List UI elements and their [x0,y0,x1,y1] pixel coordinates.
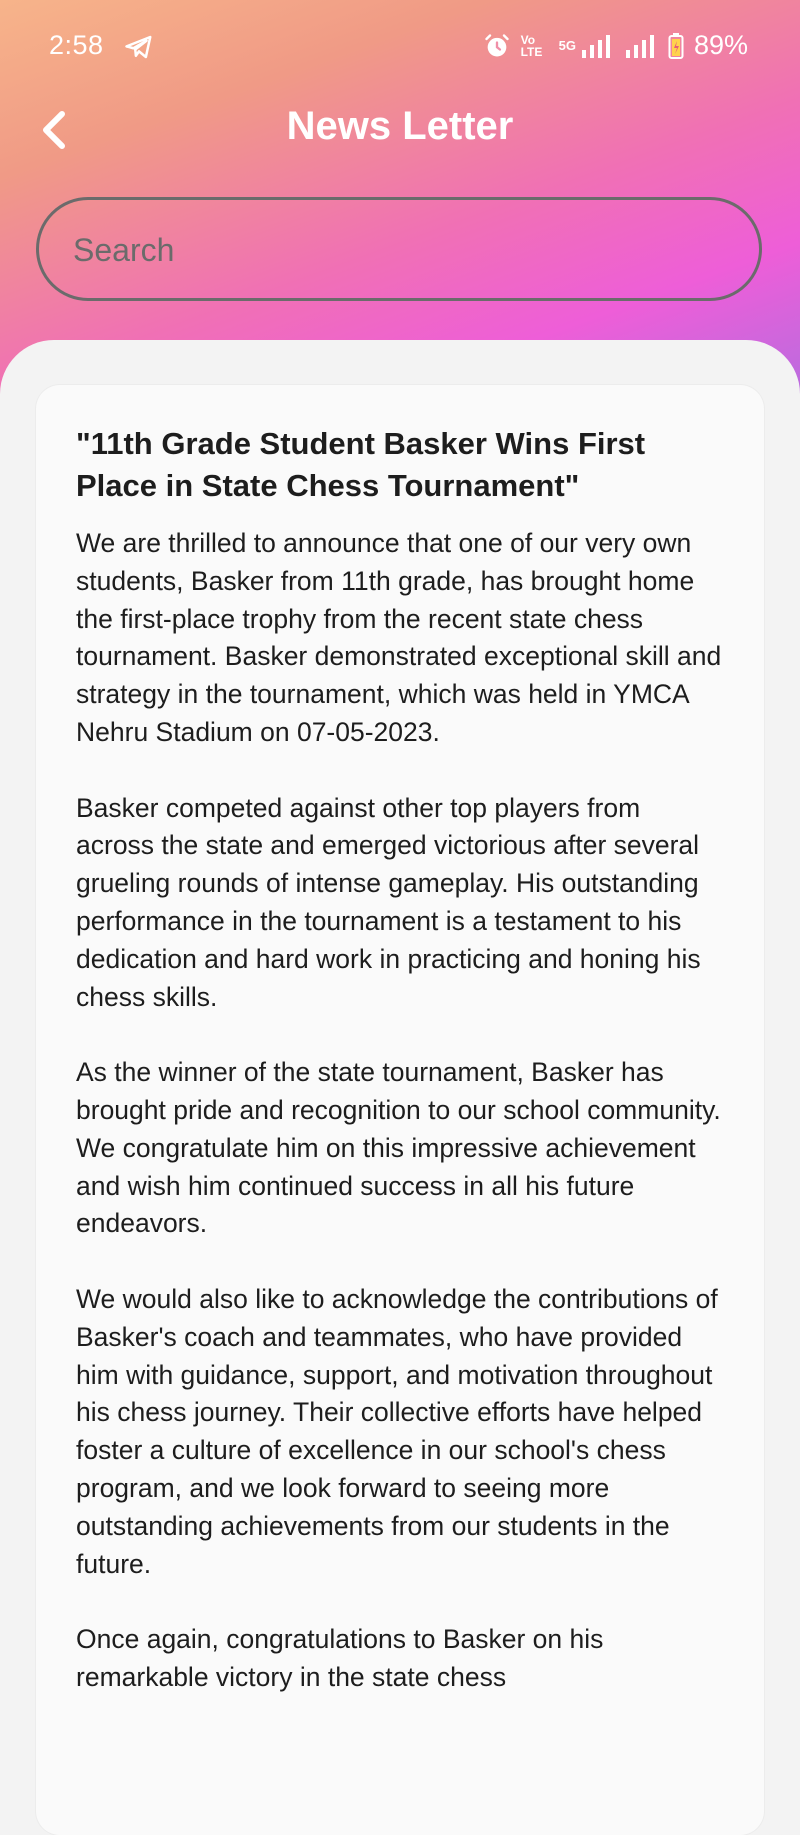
article-paragraph: As the winner of the state tournament, Basker has brought pride and recognition to our school community. We congratulate him on this impressive achievement and wish him continued success in all his future endeavors. [76,1057,721,1239]
article-paragraph: We would also like to acknowledge the contributions of Basker's coach and teammates, who have provided him with guidance, support, and motivation throughout his chess journey. Their collective efforts have helped foster a culture of excellence in our school's chess program, and we look forward to seeing more outstanding achievements from our students in the future. [76,1283,718,1579]
battery-percentage: 89% [693,30,748,60]
network-type-label: 5G [558,38,576,53]
search-input[interactable] [71,200,715,300]
article-paragraph: Basker competed against other top players from across the state and emerged victorious after several grueling rounds of intense gameplay. His outstanding performance in the tournament is a testament to his dedication and hard work in practicing and honing his chess skills. [76,792,701,1012]
signal-strength-1-icon [580,32,614,60]
search-field-container[interactable] [36,197,762,301]
article-paragraph: We are thrilled to announce that one of our very own students, Basker from 11th grade, has brought home the first-place trophy from the recent state chess tournament. Basker demonstrated exceptional skill and strategy in the tournament, which was held in YMCA Nehru Stadium on 07-05-2023. [76,528,722,747]
article-paragraph: Once again, congratulations to Basker on his remarkable victory in the state chess [76,1624,604,1692]
page-title: News Letter [286,104,514,148]
alarm-icon [483,32,511,60]
status-time: 2:58 [49,30,104,60]
newsletter-card[interactable] [36,385,764,1835]
signal-strength-2-icon [624,32,658,60]
article-body [76,525,724,1697]
battery-icon [668,32,684,60]
volte-indicator: Vo LTE [520,32,543,59]
telegram-icon [124,32,154,62]
top-app-bar [0,92,800,168]
status-bar [0,0,800,92]
article-title: "11th Grade Student Basker Wins First Place in State Chess Tournament" [76,426,646,503]
status-icons [483,30,748,61]
